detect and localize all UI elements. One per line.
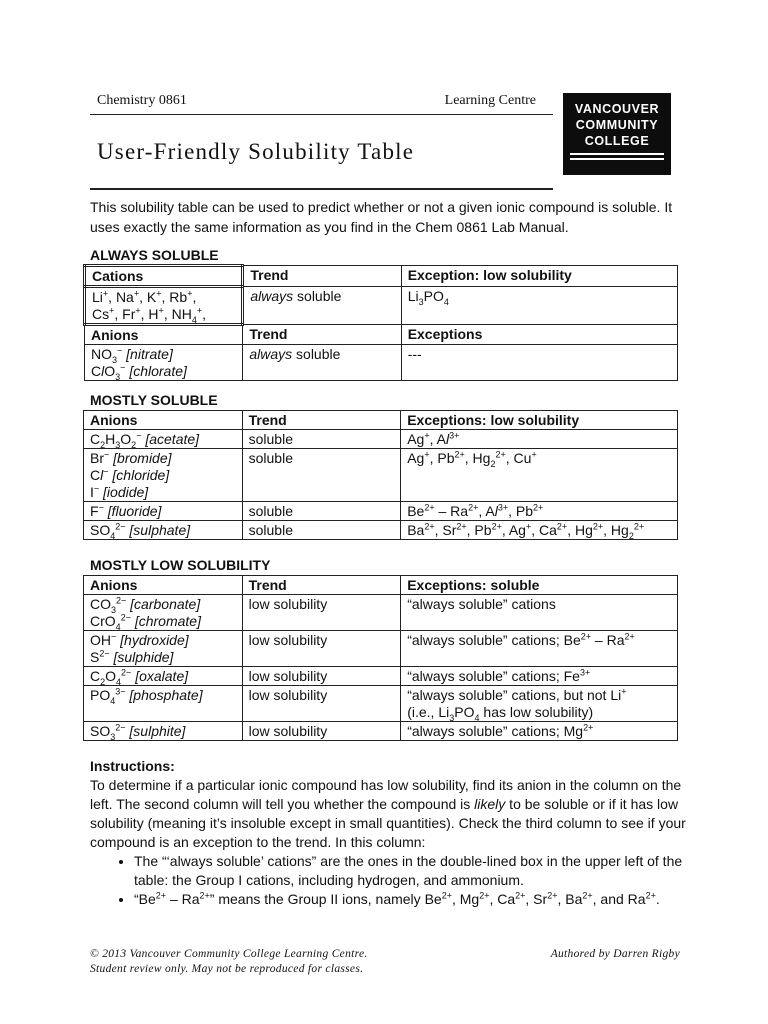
exception-text: “always soluble” cations; (407, 632, 564, 648)
exception-text: (i.e., (407, 704, 439, 720)
usage-line: Student review only. May not be reproduced for classes. (90, 963, 364, 975)
page-footer (90, 947, 680, 977)
course-label: Chemistry 0861 (97, 93, 187, 108)
trend-cell: low solubility (242, 667, 401, 686)
table-header-row (84, 411, 678, 430)
header-cell: Trend (242, 576, 401, 595)
title-rule (90, 188, 553, 190)
list-item-text: ” means the Group II ions, namely (209, 891, 425, 907)
paragraph-text: to be soluble or if it has low solubility (meaning it’s insoluble except in small quantities). Check the third column to see if your compound is an exception to the trend. In this column: (90, 796, 686, 850)
header-rule (90, 114, 553, 115)
logo-bar (570, 153, 664, 155)
anion-name: [sulphite] (129, 723, 186, 739)
table-row (84, 449, 678, 502)
anion-name: [iodide] (103, 484, 149, 500)
anion-cell: $NO_3^-$ [nitrate] ClO$_3$− [chlorate] (85, 345, 243, 381)
trend-emphasis: always (250, 288, 294, 304)
exception-cell: $Li_3PO_4$ (401, 287, 677, 325)
instructions (90, 757, 686, 909)
trend-text: soluble (293, 288, 342, 304)
logo-line-3: COLLEGE (584, 134, 650, 148)
intro-paragraph: This solubility table can be used to predict whether or not a given ionic compound is soluble. It uses exactly the same information as you find in the Chem 0861 Lab Manual. (90, 199, 673, 235)
header-cell: Trend (242, 411, 401, 430)
header-cell: Exception: low solubility (401, 266, 677, 287)
mostly-soluble-table (83, 410, 678, 540)
trend-cell (243, 345, 401, 381)
list-item: • “$Be^{2+} - Ra^{2+}$” means the Group II ions, namely $Be^{2+}$, $Mg^{2+}$, $Ca^{2+}$, $Sr^{2+}$, $Ba^{2+}$, and $Ra^{2+}$. (134, 890, 686, 909)
anion-name: [chlorate] (129, 363, 187, 379)
exception-text: has low solubility) (479, 704, 594, 720)
anion-cell: $SO_3^{2-}$ [sulphite] (84, 722, 243, 741)
table-header-row (85, 325, 678, 345)
exception-text: “always soluble” cations; (407, 668, 564, 684)
anion-name: [phosphate] (129, 687, 203, 703)
exception-text: “always soluble” cations, but not (407, 687, 611, 703)
exception-cell: Ag+, $Al^{3+}$ (401, 430, 678, 449)
instructions-heading: Instructions: (90, 758, 175, 774)
anion-cell: $C_2O_4^{2-}$ [oxalate] (84, 667, 243, 686)
list-item: • The “‘always soluble’ cations” are the ones in the double-lined box in the upper left of the table: the Group I cations, including hydrogen, and ammonium. (134, 852, 686, 890)
table-row (84, 595, 678, 631)
table-row (84, 631, 678, 667)
anion-cell: $C_2H_3O_2^-$ [acetate] (84, 430, 243, 449)
trend-cell: low solubility (242, 595, 401, 631)
logo-bar (570, 158, 664, 160)
anion-name: [fluoride] (107, 503, 162, 519)
anion-cell: OH− [hydroxide] $S^{2-}$ [sulphide] (84, 631, 243, 667)
anion-cell: $PO_4^{3-}$ [phosphate] (84, 686, 243, 722)
header-cell: Exceptions: soluble (401, 576, 678, 595)
exception-cell: “always soluble” cations (401, 595, 678, 631)
table-row (84, 722, 678, 741)
trend-cell: soluble (242, 449, 401, 502)
table-row (84, 686, 678, 722)
instructions-paragraph (90, 776, 686, 852)
exception-text: “always soluble” cations; (407, 723, 564, 739)
anion-name: [carbonate] (130, 596, 201, 612)
anion-name: [sulphide] (113, 649, 174, 665)
list-item-text: , and (592, 891, 628, 907)
trend-cell: low solubility (242, 686, 401, 722)
logo-line-2: COMMUNITY (575, 118, 659, 132)
logo-line-1: VANCOUVER (574, 102, 660, 116)
exception-cell: $Be^{2+} - Ra^{2+}$, $Al^{3+}$, $Pb^{2+}$ (401, 502, 678, 521)
table-header-row (84, 576, 678, 595)
header-cell: Anions (84, 576, 243, 595)
anion-name: [chloride] (112, 467, 170, 483)
table-row (84, 667, 678, 686)
instructions-list (90, 852, 686, 909)
trend-cell: low solubility (242, 631, 401, 667)
anion-cell: F− [fluoride] (84, 502, 243, 521)
table-row (84, 502, 678, 521)
exception-cell: “always soluble” cations; $Mg^{2+}$ (401, 722, 678, 741)
anion-cell: $CO_3^{2-}$ [carbonate] CrO$_4^{2-}$ [chromate] (84, 595, 243, 631)
trend-cell: low solubility (242, 722, 401, 741)
trend-cell: soluble (242, 502, 401, 521)
anion-cell: Br− [bromide] Cl− [chloride] I− [iodide] (84, 449, 243, 502)
always-soluble-table (83, 264, 678, 381)
section-title-mostly-low-solubility: MOSTLY LOW SOLUBILITY (90, 557, 271, 573)
anion-name: [acetate] (145, 431, 200, 447)
anion-name: [chromate] (134, 613, 201, 629)
exception-cell: --- (401, 345, 677, 381)
centre-label: Learning Centre (444, 93, 536, 108)
trend-cell: soluble (242, 521, 401, 540)
exception-cell: $Ba^{2+}$, $Sr^{2+}$, $Pb^{2+}$, Ag+, $Ca^{2+}$, $Hg^{2+}$, $Hg_2^{2+}$ (401, 521, 678, 540)
section-title-always-soluble: ALWAYS SOLUBLE (90, 247, 219, 263)
anion-name: [bromide] (113, 450, 172, 466)
exception-cell: “always soluble” cations, but not Li+ (i.e., $Li_3PO_4$ has low solubility) (401, 686, 678, 722)
header-cell: Anions (85, 325, 243, 345)
anion-name: [hydroxide] (120, 632, 189, 648)
paragraph-text: To determine if a particular ionic compound has low solubility, find its anion in the column on the left. The second column will tell you whether the compound is (90, 777, 682, 812)
anion-name: [nitrate] (126, 346, 173, 362)
trend-cell: soluble (242, 430, 401, 449)
mostly-low-solubility-table (83, 575, 678, 741)
table-row (85, 287, 678, 325)
author-line: Authored by Darren Rigby (550, 948, 680, 960)
exception-cell: “always soluble” cations; $Be^{2+} - Ra^{2+}$ (401, 631, 678, 667)
exception-cell: Ag+, $Pb^{2+}$, $Hg_2^{2+}$, Cu+ (401, 449, 678, 502)
anion-name: [sulphate] (129, 522, 191, 538)
table-row (85, 345, 678, 381)
trend-text: soluble (292, 346, 341, 362)
paragraph-emphasis: likely (474, 796, 506, 812)
anion-name: [oxalate] (135, 668, 189, 684)
header-cell: Anions (84, 411, 243, 430)
section-title-mostly-soluble: MOSTLY SOLUBLE (90, 392, 218, 408)
table-row (84, 521, 678, 540)
cation-list: Li+, Na+, K+, Rb+, Cs+, Fr+, H+, $NH_4^+$, (85, 287, 243, 325)
copyright-line: © 2013 Vancouver Community College Learning Centre. (90, 948, 368, 960)
header-cell: Exceptions (401, 325, 677, 345)
page-title: User-Friendly Solubility Table (97, 139, 415, 164)
anion-cell: $SO_4^{2-}$ [sulphate] (84, 521, 243, 540)
trend-emphasis: always (249, 346, 293, 362)
header-cell: Exceptions: low solubility (401, 411, 678, 430)
header-cell: Trend (243, 325, 401, 345)
table-row (84, 430, 678, 449)
table-header-row (85, 266, 678, 287)
header-cell: Cations (85, 266, 243, 287)
header-cell: Trend (243, 266, 401, 287)
college-logo (563, 93, 671, 175)
exception-cell: “always soluble” cations; $Fe^{3+}$ (401, 667, 678, 686)
trend-cell (243, 287, 401, 325)
